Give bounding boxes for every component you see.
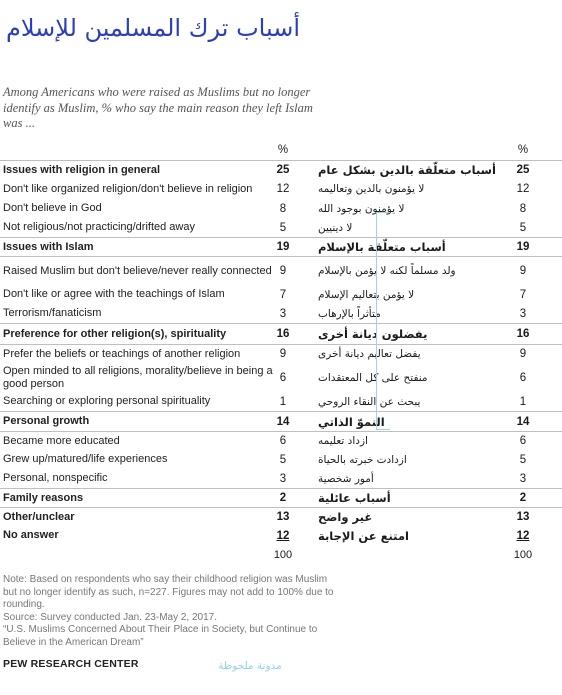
subcategory-row <box>0 450 562 469</box>
row-value <box>268 304 298 323</box>
row-label-ar-text: ولد مسلماً لكنه لا يؤمن بالإسلام <box>318 265 456 277</box>
subcategory-row <box>0 199 562 218</box>
row-label-text: Don't believe in God <box>3 202 102 215</box>
total-value-ar: 100 <box>513 549 533 561</box>
row-label <box>3 304 275 323</box>
row-value <box>268 218 298 237</box>
row-value-ar-text: 25 <box>516 164 530 176</box>
row-label-text: Grew up/matured/life experiences <box>3 453 168 466</box>
row-label-text: Family reasons <box>3 491 84 504</box>
row-label-ar-text: امتنع عن الإجابة <box>318 528 409 543</box>
row-value-ar <box>512 508 534 526</box>
row-label-ar <box>318 218 512 237</box>
row-label-text: Not religious/not practicing/drifted away <box>3 221 195 234</box>
row-label-text: Preference for other religion(s), spirituality <box>3 327 227 340</box>
percent-header: % <box>277 144 289 156</box>
row-value-ar <box>512 526 534 545</box>
row-value-ar-text: 9 <box>519 348 527 360</box>
row-label-ar <box>318 238 512 256</box>
row-value <box>268 161 298 179</box>
row-label <box>3 363 275 392</box>
row-value-text: 9 <box>279 265 287 277</box>
row-value <box>268 432 298 450</box>
category-row <box>0 526 562 545</box>
subcategory-row <box>0 256 562 285</box>
row-value <box>268 450 298 469</box>
category-row <box>0 411 562 431</box>
row-value-ar <box>512 161 534 179</box>
category-row <box>0 237 562 256</box>
row-label-ar <box>318 508 512 526</box>
row-label-ar <box>318 450 512 469</box>
row-label-text: Personal, nonspecific <box>3 472 108 485</box>
percent-header-ar: % <box>517 144 529 156</box>
row-value-text: 6 <box>279 435 287 447</box>
row-label <box>3 432 275 450</box>
row-label-ar <box>318 526 512 545</box>
row-label-ar <box>318 412 512 431</box>
row-label <box>3 199 275 218</box>
row-label-ar <box>318 257 512 285</box>
row-label-ar <box>318 161 512 179</box>
row-label-ar-text: يبحث عن النقاء الروحي <box>318 395 421 408</box>
row-label-text: No answer <box>3 529 59 542</box>
row-label-ar-text: يفضلون ديانة أخرى <box>318 327 428 341</box>
subcategory-row <box>0 179 562 199</box>
bracket-decoration <box>376 212 390 430</box>
row-value-ar <box>512 392 534 411</box>
row-label-ar-text: لا يؤمن بتعاليم الإسلام <box>318 288 415 301</box>
report-title: “U.S. Muslims Concerned About Their Place in Society, but Continue to Believe in the American Dream” <box>3 624 318 648</box>
row-label-ar <box>318 199 512 218</box>
row-value <box>268 285 298 304</box>
row-label-text: Terrorism/fanaticism <box>3 307 102 320</box>
row-label-text: Issues with religion in general <box>3 163 161 176</box>
row-label-ar <box>318 324 512 344</box>
subcategory-row <box>0 469 562 488</box>
row-label <box>3 345 275 363</box>
row-label-ar <box>318 432 512 450</box>
row-label <box>3 450 275 469</box>
row-value-ar-text: 9 <box>519 265 527 277</box>
row-label-ar-text: متأثراً بالإرهاب <box>318 307 381 320</box>
row-value-ar-text: 5 <box>519 453 527 466</box>
subcategory-row <box>0 431 562 450</box>
subcategory-row <box>0 344 562 363</box>
row-value-ar-text: 13 <box>516 511 530 523</box>
row-label <box>3 392 275 411</box>
row-label <box>3 324 275 344</box>
note-text: Note: Based on respondents who say their childhood religion was Muslim but no longer identify as such, n=227. Figures may not add to 100% due to rounding. <box>3 574 334 610</box>
row-value-text: 12 <box>276 183 290 195</box>
row-value-ar-text: 2 <box>519 492 527 504</box>
row-value-ar <box>512 363 534 392</box>
row-label-ar-text: أسباب عائلية <box>318 491 391 505</box>
row-value-ar-text: 6 <box>519 435 527 447</box>
row-label <box>3 238 275 256</box>
subcategory-row <box>0 285 562 304</box>
header-row <box>0 142 562 158</box>
row-label-text: Open minded to all religions, morality/believe in being a good person <box>3 365 273 390</box>
subcategory-row <box>0 304 562 323</box>
row-value-ar <box>512 179 534 199</box>
row-label-text: Searching or exploring personal spirituality <box>3 395 211 408</box>
row-label-ar-text: أسباب متعلّقة بالإسلام <box>318 240 446 254</box>
row-value <box>268 526 298 545</box>
subtitle: Among Americans who were raised as Muslims but no longer identify as Muslim, % who say the main reason they left Islam was ... <box>3 85 313 130</box>
row-label-text: Other/unclear <box>3 510 75 523</box>
row-value-ar-text: 3 <box>519 472 527 485</box>
row-value-ar <box>512 257 534 285</box>
row-value-ar <box>512 324 534 344</box>
row-label-ar <box>318 304 512 323</box>
row-value-text: 2 <box>279 492 287 504</box>
row-value-text: 9 <box>279 348 287 360</box>
row-value-ar <box>512 412 534 431</box>
footer-credit: PEW RESEARCH CENTER <box>3 658 139 670</box>
row-value-text: 13 <box>276 511 290 523</box>
row-value-text: 25 <box>276 164 290 176</box>
row-value-text: 5 <box>279 453 287 466</box>
row-label-ar <box>318 363 512 392</box>
row-label-ar <box>318 345 512 363</box>
row-label-text: Don't like or agree with the teachings of Islam <box>3 288 225 301</box>
row-value-text: 14 <box>276 415 290 428</box>
row-value <box>268 363 298 392</box>
row-value <box>268 508 298 526</box>
row-label-text: Raised Muslim but don't believe/never really connected <box>3 264 272 277</box>
row-label-ar <box>318 392 512 411</box>
row-label-ar-text: لا يؤمنون بالدين وتعاليمه <box>318 183 425 195</box>
row-label <box>3 412 275 431</box>
row-value <box>268 257 298 285</box>
row-label <box>3 257 275 285</box>
row-value-ar <box>512 345 534 363</box>
row-value-ar-text: 5 <box>519 221 527 234</box>
row-value-text: 12 <box>276 529 290 542</box>
row-value-ar <box>512 489 534 507</box>
row-value-ar-text: 14 <box>516 415 530 428</box>
row-value-ar-text: 12 <box>516 183 530 195</box>
total-value: 100 <box>273 549 293 561</box>
row-value <box>268 489 298 507</box>
category-row <box>0 507 562 526</box>
category-row <box>0 160 562 179</box>
row-label-ar-text: أسباب متعلّقة بالدين بشكل عام <box>318 163 496 177</box>
row-value <box>268 324 298 344</box>
row-value-ar-text: 16 <box>516 328 530 340</box>
row-label-ar-text: ازداد تعليمه <box>318 435 368 447</box>
row-value-ar <box>512 238 534 256</box>
row-value-ar <box>512 469 534 488</box>
subcategory-row <box>0 392 562 411</box>
row-value-ar-text: 7 <box>519 288 527 301</box>
row-value-text: 7 <box>279 288 287 301</box>
row-value-ar <box>512 450 534 469</box>
row-value-ar-text: 12 <box>516 529 530 542</box>
row-label <box>3 161 275 179</box>
row-label-text: Don't like organized religion/don't believe in religion <box>3 182 253 195</box>
row-value-text: 5 <box>279 221 287 234</box>
row-label-ar-text: لا دينيين <box>318 221 353 234</box>
row-value-ar-text: 1 <box>519 395 527 408</box>
row-label-ar <box>318 285 512 304</box>
row-label <box>3 469 275 488</box>
row-label-ar <box>318 489 512 507</box>
row-value-ar <box>512 218 534 237</box>
row-value-text: 3 <box>279 307 287 320</box>
row-value <box>268 469 298 488</box>
row-value <box>268 345 298 363</box>
watermark: مدونة ملحوظة <box>218 660 282 672</box>
notes <box>3 574 343 649</box>
row-label-text: Prefer the beliefs or teachings of another religion <box>3 347 241 360</box>
category-row <box>0 323 562 344</box>
arabic-title: أسباب ترك المسلمين للإسلام <box>5 14 300 42</box>
row-label-text: Became more educated <box>3 434 120 447</box>
subcategory-row <box>0 218 562 237</box>
row-value-ar <box>512 285 534 304</box>
row-value-ar-text: 8 <box>519 202 527 215</box>
row-label <box>3 218 275 237</box>
row-label <box>3 508 275 526</box>
row-value <box>268 392 298 411</box>
row-value-ar <box>512 199 534 218</box>
row-label-ar-text: منفتح على كل المعتقدات <box>318 371 428 384</box>
row-label <box>3 285 275 304</box>
row-value-text: 8 <box>279 202 287 215</box>
row-value-text: 16 <box>276 328 290 340</box>
row-value <box>268 412 298 431</box>
row-label <box>3 489 275 507</box>
row-label-ar-text: ازدادت خبرته بالحياة <box>318 453 407 466</box>
row-label-ar-text: لا يؤمنون بوجود الله <box>318 202 405 215</box>
row-value <box>268 238 298 256</box>
subcategory-row <box>0 363 562 392</box>
row-value-ar-text: 6 <box>519 371 527 384</box>
row-label-ar-text: غير واضح <box>318 510 373 524</box>
row-value-text: 1 <box>279 395 287 408</box>
row-label-ar <box>318 469 512 488</box>
row-value-ar-text: 3 <box>519 307 527 320</box>
row-value-ar <box>512 304 534 323</box>
row-label-text: Issues with Islam <box>3 240 94 253</box>
row-value-ar-text: 19 <box>516 241 530 253</box>
row-label <box>3 526 275 545</box>
category-row <box>0 488 562 507</box>
row-value-text: 3 <box>279 472 287 485</box>
row-value-text: 19 <box>276 241 290 253</box>
row-label-ar-text: النموّ الذاتي <box>318 414 385 429</box>
row-label-ar <box>318 179 512 199</box>
row-value <box>268 179 298 199</box>
row-value <box>268 199 298 218</box>
row-value-text: 6 <box>279 371 287 384</box>
row-label-ar-text: أمور شخصية <box>318 472 374 485</box>
row-value-ar <box>512 432 534 450</box>
row-label-text: Personal growth <box>3 415 90 428</box>
row-label <box>3 179 275 199</box>
row-label-ar-text: يفضل تعاليم ديانة أخرى <box>318 348 421 360</box>
source-text: Source: Survey conducted Jan. 23-May 2, 2017. <box>3 611 218 623</box>
